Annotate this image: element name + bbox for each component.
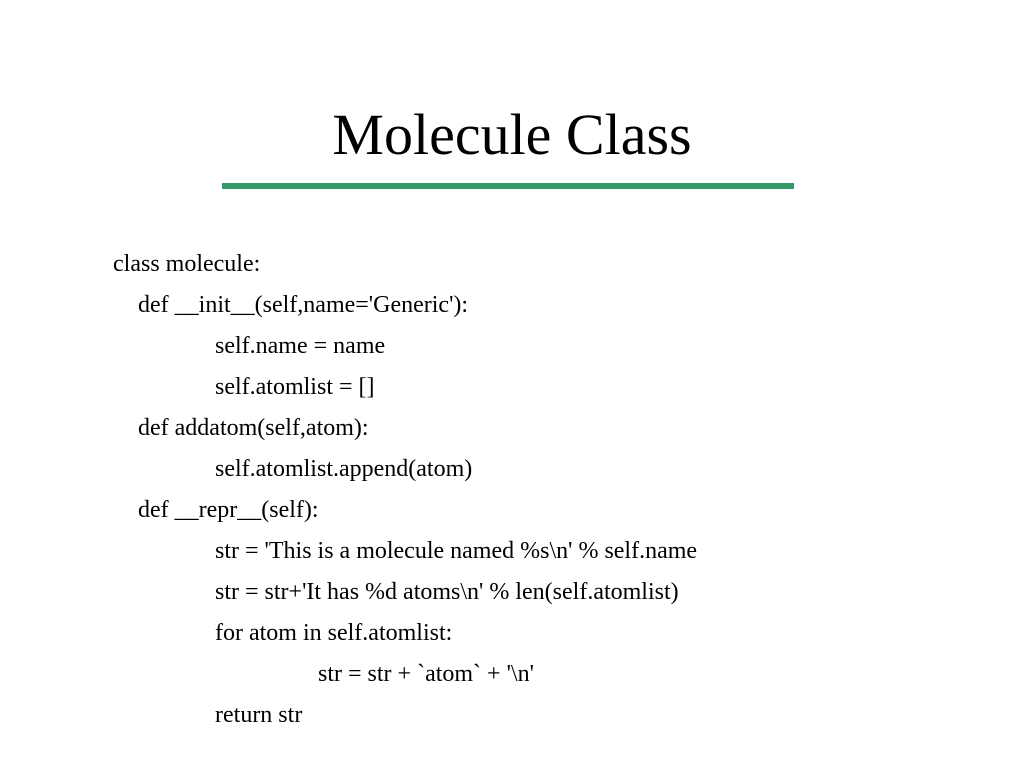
code-line: self.atomlist = [] [215,374,375,400]
code-line: def __repr__(self): [138,497,319,523]
code-line: def addatom(self,atom): [138,415,369,441]
code-line: for atom in self.atomlist: [215,620,453,646]
code-block [113,244,697,736]
slide-title: Molecule Class [332,102,692,167]
code-line: return str [215,702,303,728]
code-line: self.atomlist.append(atom) [215,456,473,482]
code-line: self.name = name [215,333,386,359]
title-underline [222,183,794,189]
code-line: str = str+'It has %d atoms\n' % len(self.atomlist) [215,579,679,605]
code-line: def __init__(self,name='Generic'): [138,292,469,318]
code-line: str = 'This is a molecule named %s\n' % self.name [215,538,698,564]
code-line: str = str + `atom` + '\n' [318,661,534,687]
code-line: class molecule: [113,251,261,277]
